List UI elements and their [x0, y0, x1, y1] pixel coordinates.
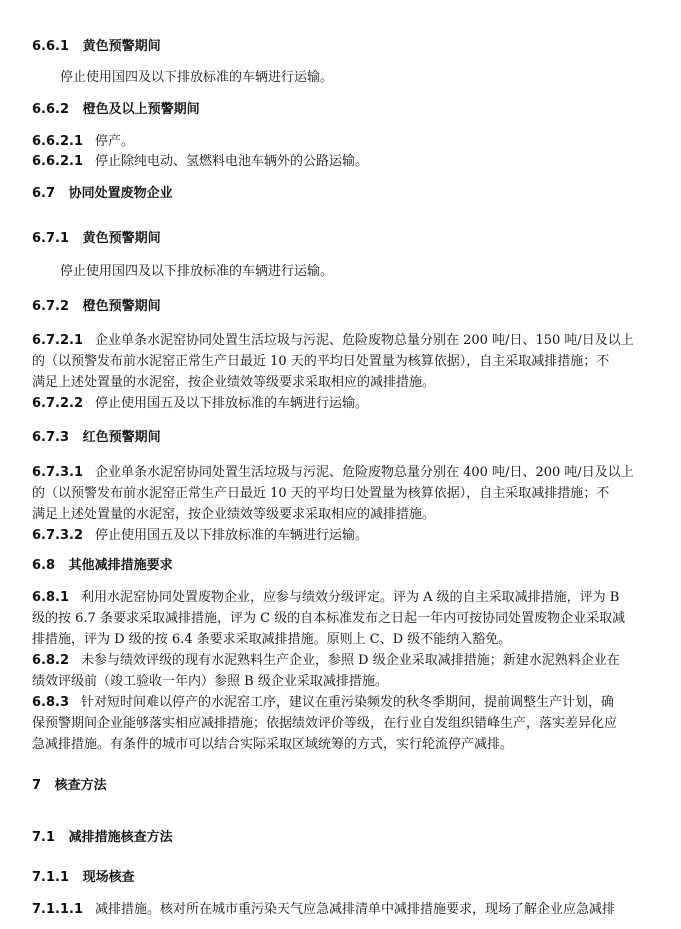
section-heading-7-1	[32, 828, 655, 848]
clause-6-8-2-line-2: 绩效评级前（竣工验收一年内）参照 B 级企业采取减排措施。	[32, 674, 388, 689]
clause-6-8-1-line-2: 级的按 6.7 条要求采取减排措施，评为 C 级的自本标准发布之日起一年内可按协同处置废物企业采取减	[32, 611, 626, 626]
clause-number: 7.1.1.1	[32, 902, 83, 917]
clause-6-6-2-1-a	[32, 132, 655, 152]
clause-6-8-3-line-1	[32, 693, 655, 713]
section-heading-6-7-1	[32, 229, 655, 249]
paragraph-6-6-1: 停止使用国四及以下排放标准的车辆进行运输。	[60, 70, 334, 85]
clause-6-8-1-line-1	[32, 588, 655, 608]
section-heading-6-8	[32, 556, 655, 576]
section-number: 6.6.1	[32, 39, 70, 54]
clause-6-8-3-line-3: 急减排措施。有条件的城市可以结合实际采取区域统筹的方式，实行轮流停产减排。	[32, 737, 514, 752]
section-number: 7.1.1	[32, 870, 70, 885]
clause-number: 6.7.2.1	[32, 333, 83, 348]
section-number: 6.7.3	[32, 430, 70, 445]
section-heading-6-6-2	[32, 100, 655, 120]
clause-6-7-3-2	[32, 526, 655, 546]
section-title: 核查方法	[54, 778, 107, 793]
section-title: 减排措施核查方法	[68, 830, 173, 845]
clause-6-7-3-1-line-3: 满足上述处置量的水泥窑，按企业绩效等级要求采取相应的减排措施。	[32, 507, 436, 522]
section-title: 其他减排措施要求	[68, 558, 173, 573]
clause-7-1-1-1-line-1	[32, 900, 655, 920]
section-number: 6.7.1	[32, 231, 70, 246]
section-title: 现场核查	[82, 870, 135, 885]
clause-6-7-2-1-line-2: 的（以预警发布前水泥窑正常生产日最近 10 天的平均日处置量为核算依据），自主采取减排措施；不	[32, 354, 610, 369]
clause-6-7-2-1-line-1	[32, 331, 655, 351]
clause-6-8-1-line-3: 排措施，评为 D 级的按 6.4 条要求采取减排措施。原则上 C、D 级不能纳入豁免。	[32, 632, 512, 647]
section-number: 7.1	[32, 830, 56, 845]
section-title: 黄色预警期间	[82, 39, 161, 54]
clause-number: 6.6.2.1	[32, 154, 83, 169]
paragraph-6-7-1: 停止使用国四及以下排放标准的车辆进行运输。	[60, 264, 334, 279]
clause-text: 企业单条水泥窑协同处置生活垃圾与污泥、危险废物总量分别在 400 吨/日、200 吨/日及以上	[95, 465, 634, 480]
clause-text: 减排措施。核对所在城市重污染天气应急减排清单中减排措施要求，现场了解企业应急减排	[95, 902, 616, 917]
section-title: 协同处置废物企业	[68, 186, 173, 201]
section-title: 红色预警期间	[82, 430, 161, 445]
clause-6-8-3-line-2: 保预警期间企业能够落实相应减排措施；依据绩效评价等级，在行业自发组织错峰生产，落实差异化应	[32, 716, 618, 731]
section-number: 6.7	[32, 186, 56, 201]
section-title: 橙色预警期间	[82, 299, 161, 314]
clause-text: 停止除纯电动、氢燃料电池车辆外的公路运输。	[95, 154, 369, 169]
section-number: 6.8	[32, 558, 56, 573]
clause-6-7-3-1-line-1	[32, 463, 655, 483]
section-heading-7-1-1	[32, 868, 655, 888]
clause-number: 6.7.3.1	[32, 465, 83, 480]
section-number: 6.6.2	[32, 102, 70, 117]
clause-number: 6.8.2	[32, 653, 70, 668]
section-heading-6-7-3	[32, 428, 655, 448]
clause-6-7-2-1-line-3: 满足上述处置量的水泥窑，按企业绩效等级要求采取相应的减排措施。	[32, 375, 436, 390]
clause-number: 6.7.2.2	[32, 396, 83, 411]
clause-number: 6.7.3.2	[32, 528, 83, 543]
clause-6-8-2-line-1	[32, 651, 655, 671]
clause-number: 6.6.2.1	[32, 134, 83, 149]
section-number: 7	[32, 778, 42, 793]
clause-text: 停止使用国五及以下排放标准的车辆进行运输。	[95, 528, 369, 543]
clause-6-6-2-1-b	[32, 152, 655, 172]
clause-text: 停产。	[95, 134, 135, 149]
section-heading-6-7	[32, 184, 655, 204]
clause-number: 6.8.3	[32, 695, 70, 710]
clause-6-7-3-1-line-2: 的（以预警发布前水泥窑正常生产日最近 10 天的平均日处置量为核算依据），自主采取减排措施；不	[32, 486, 610, 501]
clause-text: 企业单条水泥窑协同处置生活垃圾与污泥、危险废物总量分别在 200 吨/日、150 吨/日及以上	[95, 333, 634, 348]
clause-text: 针对短时间难以停产的水泥窑工序，建议在重污染频发的秋冬季期间，提前调整生产计划，确	[81, 695, 615, 710]
clause-text: 未参与绩效评级的现有水泥熟料生产企业，参照 D 级企业采取减排措施；新建水泥熟料企业在	[81, 653, 620, 668]
clause-text: 利用水泥窑协同处置废物企业，应参与绩效分级评定。评为 A 级的自主采取减排措施，评为 B	[81, 590, 620, 605]
section-number: 6.7.2	[32, 299, 70, 314]
section-heading-7	[32, 776, 655, 796]
clause-text: 停止使用国五及以下排放标准的车辆进行运输。	[95, 396, 369, 411]
section-title: 黄色预警期间	[82, 231, 161, 246]
clause-6-7-2-2	[32, 394, 655, 414]
clause-number: 6.8.1	[32, 590, 70, 605]
section-heading-6-7-2	[32, 297, 655, 317]
section-title: 橙色及以上预警期间	[82, 102, 200, 117]
section-heading-6-6-1	[32, 37, 655, 57]
